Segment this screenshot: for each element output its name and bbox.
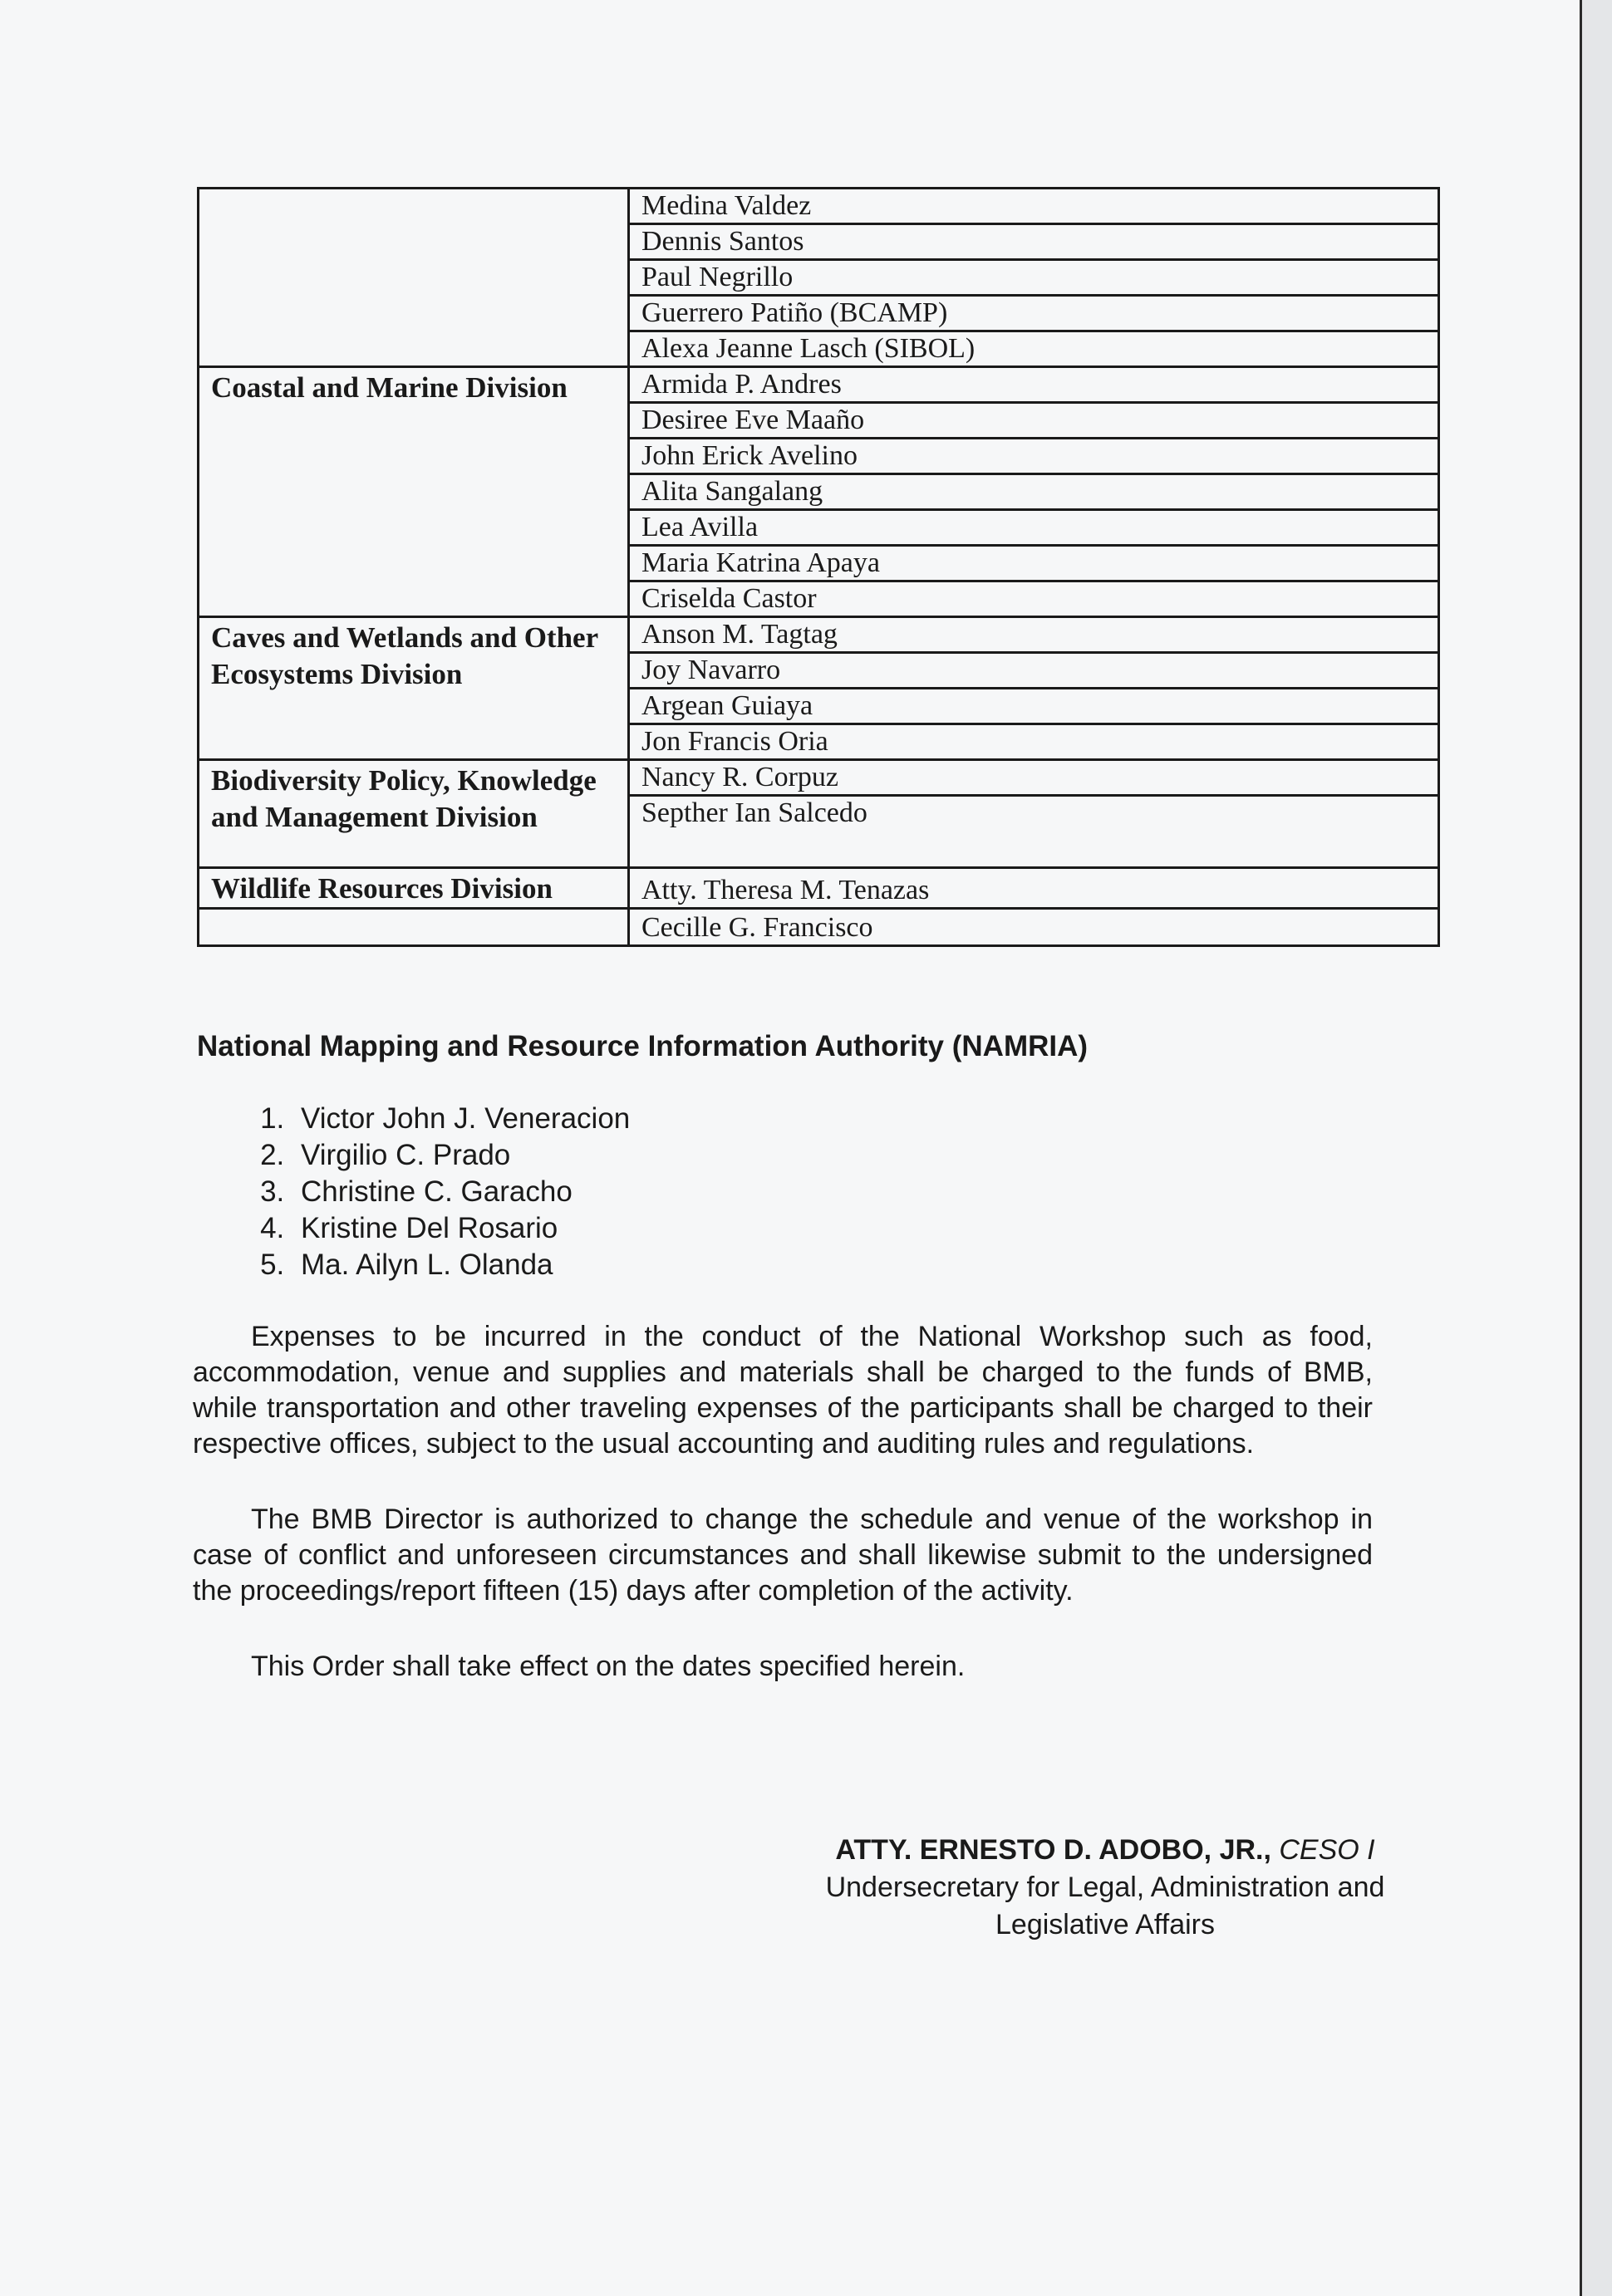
participant-name: Paul Negrillo [629, 260, 1439, 296]
effectivity-paragraph: This Order shall take effect on the dates specified herein. [251, 1651, 966, 1682]
page-edge-line [1580, 0, 1582, 2296]
participant-name: Cecille G. Francisco [629, 909, 1439, 946]
division-label: Biodiversity Policy, Knowledge and Management Division [199, 760, 629, 868]
division-label: Caves and Wetlands and Other Ecosystems Division [199, 617, 629, 760]
participants-table [197, 187, 1440, 947]
participant-name: Alita Sangalang [629, 474, 1439, 510]
director-paragraph: The BMB Director is authorized to change the schedule and venue of the workshop in case of conflict and unforeseen circumstances and shall likewise submit to the undersigned the proceedings/report fifteen (15) days after completion of the activity. [193, 1504, 1373, 1607]
participant-name: Criselda Castor [629, 581, 1439, 617]
signatory-title-line-1: Undersecretary for Legal, Administration and [825, 1872, 1385, 1903]
participant-name: Joy Navarro [629, 653, 1439, 689]
table-row [199, 909, 1439, 946]
participant-name: Guerrero Patiño (BCAMP) [629, 296, 1439, 331]
participant-name: Desiree Eve Maaño [629, 403, 1439, 439]
list-item: 2. Virgilio C. Prado [292, 1137, 630, 1174]
participant-name: Atty. Theresa M. Tenazas [629, 868, 1439, 909]
table-row [199, 617, 1439, 653]
division-cell [199, 189, 629, 367]
table-row [199, 189, 1439, 224]
participant-name: Dennis Santos [629, 224, 1439, 260]
list-item: 3. Christine C. Garacho [292, 1174, 630, 1210]
table-row [199, 760, 1439, 796]
list-item: 1. Victor John J. Veneracion [292, 1101, 630, 1137]
participant-name: John Erick Avelino [629, 439, 1439, 474]
signature-block [731, 1832, 1479, 1944]
signatory-title-line-2: Legislative Affairs [995, 1909, 1215, 1940]
participant-name: Armida P. Andres [629, 367, 1439, 403]
table-row [199, 367, 1439, 403]
namria-member-list [241, 1101, 630, 1283]
signatory-name: ATTY. ERNESTO D. ADOBO, JR., [835, 1834, 1271, 1866]
participant-name: Maria Katrina Apaya [629, 546, 1439, 581]
participant-name: Jon Francis Oria [629, 724, 1439, 760]
participant-name: Nancy R. Corpuz [629, 760, 1439, 796]
signatory-name-line [731, 1832, 1479, 1869]
list-item: 4. Kristine Del Rosario [292, 1210, 630, 1247]
participant-name: Anson M. Tagtag [629, 617, 1439, 653]
division-label: Coastal and Marine Division [199, 367, 629, 617]
participant-name: Alexa Jeanne Lasch (SIBOL) [629, 331, 1439, 367]
participant-name: Lea Avilla [629, 510, 1439, 546]
participant-name: Medina Valdez [629, 189, 1439, 224]
division-label: Wildlife Resources Division [199, 868, 629, 909]
participant-name: Septher Ian Salcedo [629, 796, 1439, 868]
participant-name: Argean Guiaya [629, 689, 1439, 724]
table-row [199, 868, 1439, 909]
division-cell [199, 909, 629, 946]
namria-heading: National Mapping and Resource Information Authority (NAMRIA) [197, 1030, 1089, 1062]
expenses-paragraph: Expenses to be incurred in the conduct of the National Workshop such as food, accommodation, venue and supplies and materials shall be charged to the funds of BMB, while transportation and other traveling expenses of the participants shall be charged to their respective offices, subject to the usual accounting and auditing rules and regulations. [193, 1321, 1373, 1460]
page-edge-shadow [1582, 0, 1612, 2296]
signatory-suffix: CESO I [1279, 1834, 1375, 1866]
list-item: 5. Ma. Ailyn L. Olanda [292, 1247, 630, 1283]
